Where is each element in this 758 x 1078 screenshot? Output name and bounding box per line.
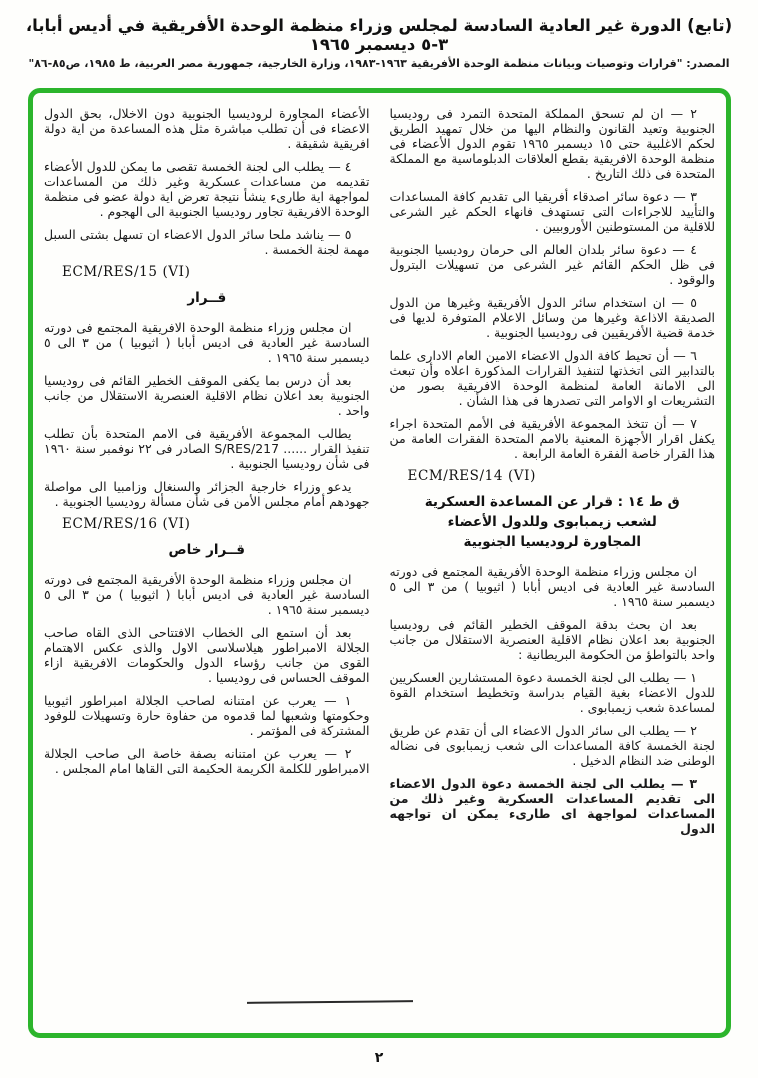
resolution-14-preamble-1: ان مجلس وزراء منظمة الوحدة الأفريقية المجتمع فى دورته السادسة غير العادية فى اديس أبابا ( اثيوبيا ) من ٣ الى ٥ ديسمبر سنة ١٩٦٥ . — [389, 564, 715, 609]
resolution-14-item-3: ٣ — يطلب الى لجنة الخمسة دعوة الدول الاعضاء الى تقديم المساعدات العسكرية وغير ذلك من المساعدات لمواجهة اى طارىء يمكن ان تواجهه الدول — [389, 776, 715, 836]
resolution-14-item-2: ٢ — يطلب الى سائر الدول الاعضاء الى أن تقدم عن طريق لجنة الخمسة كافة المساعدات الى شعب زيمبابوى فى نضاله الوطنى ضد النظام الدخيل . — [389, 723, 715, 768]
resolution-14-heading-line-1: ق ط ١٤ : قرار عن المساعدة العسكرية — [424, 494, 680, 510]
two-column-layout — [44, 106, 715, 1023]
resolution-14-item-4: ٤ — يطلب الى لجنة الخمسة تقصى ما يمكن للدول الأعضاء تقديمه من مساعدات عسكرية وغير ذلك من المساعدات لمواجهة اية طارىء ينشأ نتيجة تعرض اية دولة عضو فى منظمة الوحدة الافريقية تجاور روديسيا الجنوبية الى الهجوم . — [44, 159, 370, 219]
resolution-16-heading: قــرار خاص — [168, 542, 246, 558]
document-title: (تابع) الدورة غير العادية السادسة لمجلس وزراء منظمة الوحدة الأفريقية في أديس أبابا، ٣-٥ ديسمبر ١٩٦٥ — [25, 16, 733, 54]
paragraph-item-5: ٥ — ان استخدام سائر الدول الأفريقية وغيرها من الدول الصديقة الاذاعة وغيرها من وسائل الاعلام المتوفرة لديها فى خدمة قضية الأفريقيين فى روديسيا الجنوبية . — [389, 295, 715, 340]
paragraph-item-2: ٢ — ان لم تسحق المملكة المتحدة التمرد فى روديسيا الجنوبية وتعيد القانون والنظام اليها من خلال تمهيد الطريق لحكم الاغلبية حتى ١٥ ديسمبر ١٩٦٥ تقوم الدول الأعضاء فى منظمة الوحدة الافريقية بقطع العلاقات الدبلوماسية مع المملكة المتحدة فى ذلك التاريخ . — [389, 106, 715, 181]
resolution-15-preamble-1: ان مجلس وزراء منظمة الوحدة الافريقية المجتمع فى دورته السادسة غير العادية فى اديس أبابا ( اثيوبيا ) من ٣ الى ٥ ديسمبر سنة ١٩٦٥ . — [44, 320, 370, 365]
resolution-ref-ecm-res-15: ECM/RES/15 (VI) — [62, 264, 191, 280]
resolution-15-operative-1: يطالب المجموعة الأفريقية فى الامم المتحدة بأن تطلب تنفيذ القرار ...... S/RES/217 الصادر فى ٢٢ نوفمبر سنة ١٩٦٠ فى شأن روديسيا الجنوبية . — [44, 426, 370, 471]
paragraph-item-7: ٧ — أن تتخذ المجموعة الأفريقية فى الأمم المتحدة اجراء يكفل اقرار الأجهزة المعنية بالامم المتحدة الفقرات العامة من هذا القرار خاصة الفقرة العامة الرابعة . — [389, 416, 715, 461]
column-left — [44, 106, 370, 1023]
green-content-frame — [28, 88, 731, 1038]
resolution-14-item-3-continuation: الأعضاء المجاورة لروديسيا الجنوبية دون الاخلال، بحق الدول الاعضاء فى أن تطلب مباشرة مثل هذه المساعدة من اية دولة افريقية شقيقة . — [44, 106, 370, 151]
resolution-14-heading-line-3: المجاورة لروديسيا الجنوبية — [463, 534, 641, 550]
resolution-16-preamble-2: بعد أن استمع الى الخطاب الافتتاحى الذى القاه صاحب الجلالة الامبراطور هيلاسلاسى الاول والذى عكس الاهتمام القوى من جانب رؤساء الدول والحكومات الافريقية ازاء الموقف الحساس فى روديسيا . — [44, 625, 370, 685]
column-right — [390, 106, 716, 1023]
resolution-16-item-1: ١ — يعرب عن امتنانه لصاحب الجلالة امبراطور اثيوبيا وحكومتها وشعبها لما قدموه من حفاوة حارة وتسهيلات للوفود المشتركة فى المؤتمر . — [44, 693, 370, 738]
paragraph-item-6: ٦ — أن تحيط كافة الدول الاعضاء الامين العام الادارى علما بالتدابير التى اتخذتها لتنفيذ القرارات المذكورة اعلاه وأن تبعث الى الامانة العامة لمنظمة الوحدة الافريقية بصور من التشريعات او الاوامر التى تصدرها فى هذا الشأن . — [389, 348, 715, 408]
resolution-15-heading: قــرار — [187, 290, 227, 306]
resolution-14-item-5: ٥ — يناشد ملحا سائر الدول الاعضاء ان تسهل بشتى السبل مهمة لجنة الخمسة . — [44, 227, 370, 257]
resolution-14-preamble-2: بعد ان بحث بدقة الموقف الخطير القائم فى روديسيا الجنوبية بعد اعلان نظام الاقلية العنصرية الاستقلال من جانب واحد بالتواطؤ من الحكومة البريطانية : — [389, 617, 715, 662]
resolution-15-preamble-2: بعد أن درس بما يكفى الموقف الخطير القائم فى روديسيا الجنوبية بعد اعلان نظام الاقلية العنصرية الاستقلال من جانب واحد . — [44, 373, 370, 418]
resolution-16-item-2: ٢ — يعرب عن امتنانه بصفة خاصة الى صاحب الجلالة الامبراطور للكلمة الكريمة الحكيمة التى القاها امام المجلس . — [44, 746, 370, 776]
resolution-15-operative-2: يدعو وزراء خارجية الجزائر والسنغال وزامبيا الى مواصلة جهودهم أمام مجلس الأمن فى شأن مسألة روديسيا الجنوبية . — [44, 479, 370, 509]
paragraph-item-4: ٤ — دعوة سائر بلدان العالم الى حرمان روديسيا الجنوبية فى ظل الحكم القائم غير الشرعى من تسهيلات البترول والوقود . — [389, 242, 715, 287]
resolution-14-heading — [390, 492, 716, 552]
resolution-16-preamble-1: ان مجلس وزراء منظمة الوحدة الأفريقية المجتمع فى دورته السادسة غير العادية فى اديس أبابا ( اثيوبيا ) من ٣ الى ٥ ديسمبر سنة ١٩٦٥ . — [44, 572, 370, 617]
resolution-ref-ecm-res-16: ECM/RES/16 (VI) — [62, 516, 191, 532]
resolution-ref-ecm-res-14: ECM/RES/14 (VI) — [407, 468, 536, 484]
resolution-14-item-1: ١ — يطلب الى لجنة الخمسة دعوة المستشارين العسكريين للدول الاعضاء بغية القيام بدراسة وتخطيط استخدام القوة لمساعدة شعب زيمبابوى . — [389, 670, 715, 715]
source-line: المصدر: "قرارات وتوصيات وبيانات منظمة الوحدة الأفريقية ١٩٦٣-١٩٨٣، وزارة الخارجية، جمهورية مصر العربية، ط ١٩٨٥، ص٨٥-٨٦" — [28, 57, 730, 70]
page-number: ٢ — [374, 1050, 384, 1066]
resolution-14-heading-line-2: لشعب زيمبابوى وللدول الأعضاء — [447, 514, 657, 530]
paragraph-item-3: ٣ — دعوة سائر اصدقاء أفريقيا الى تقديم كافة المساعدات والتأييد للاجراءات التى تستهدف فانهاء الحكم غير الشرعى للاقلية من المستوطنين الأوروبيين . — [389, 189, 715, 234]
